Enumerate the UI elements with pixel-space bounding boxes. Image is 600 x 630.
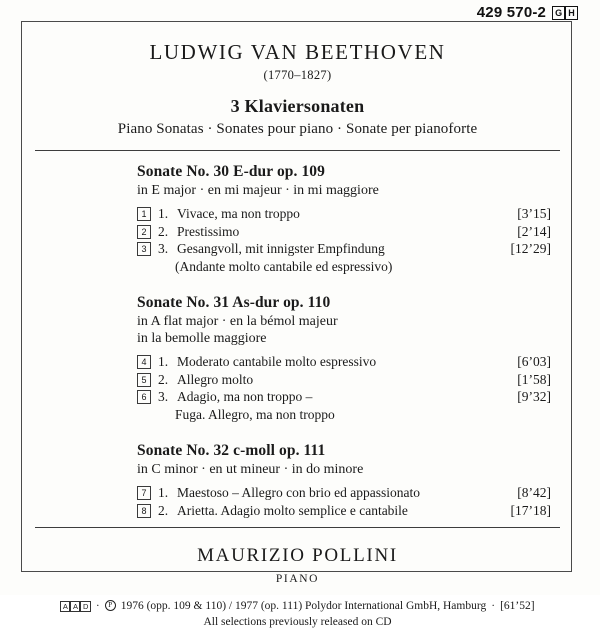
copyright-text: 1976 (opp. 109 & 110) / 1977 (op. 111) Polydor International GmbH, Hamburg xyxy=(120,600,487,612)
track-title: Adagio, ma non troppo – xyxy=(177,389,313,404)
track-index: 1. xyxy=(158,485,169,500)
aad-badge-a2: A xyxy=(70,601,80,612)
track-number-box: 7 xyxy=(137,486,151,500)
aad-badge-d: D xyxy=(80,601,90,612)
work-heading: Sonate No. 30 E-dur op. 109 xyxy=(137,163,326,180)
track-title: Prestissimo xyxy=(177,223,240,239)
track-duration: [9’32] xyxy=(517,389,551,404)
track-subtitle: (Andante molto cantabile ed espressivo) xyxy=(175,258,393,274)
track-list xyxy=(137,353,551,423)
track-title: Vivace, ma non troppo xyxy=(177,206,300,221)
composer-name: LUDWIG VAN BEETHOVEN xyxy=(149,40,446,64)
content-frame xyxy=(21,21,572,628)
track-number-box: 1 xyxy=(137,207,151,221)
track-duration: [17’18] xyxy=(510,502,551,518)
track-list xyxy=(137,484,551,519)
divider-top xyxy=(35,150,560,151)
table-row xyxy=(137,371,551,389)
aad-badge-a1: A xyxy=(60,601,70,612)
album-subtitle: Piano Sonatas · Sonates pour piano · Sonate per pianoforte xyxy=(117,121,478,137)
track-duration: [1’58] xyxy=(517,371,551,387)
divider-bottom xyxy=(35,527,560,528)
indent-spacer xyxy=(137,258,175,276)
credits-block xyxy=(22,599,573,630)
track-index: 2. xyxy=(158,371,169,387)
track-title: Gesangvoll, mit innigster Empfindung xyxy=(177,241,385,256)
track-index: 3. xyxy=(158,389,169,404)
work-key-line: in E major · en mi majeur · in mi maggiore xyxy=(137,183,379,198)
performer-name: MAURIZIO POLLINI xyxy=(197,545,398,566)
catalog-number: 429 570-2 xyxy=(476,4,547,21)
label-badge-h: H xyxy=(565,6,578,20)
phonogram-icon: P xyxy=(105,600,116,611)
track-subtitle-row xyxy=(137,258,551,276)
track-number-box: 3 xyxy=(137,242,151,256)
table-row xyxy=(137,205,551,223)
track-index: 3. xyxy=(158,241,169,256)
track-title: Maestoso – Allegro con brio ed appassionato xyxy=(177,485,420,500)
work-list xyxy=(22,163,573,519)
work-block xyxy=(137,294,551,423)
label-badge-g: G xyxy=(552,6,565,20)
track-duration: [6’03] xyxy=(517,354,551,369)
track-number-box: 6 xyxy=(137,390,151,404)
track-title: Arietta. Adagio molto semplice e cantabile xyxy=(177,502,408,518)
track-number-box: 5 xyxy=(137,373,151,387)
track-index: 1. xyxy=(158,354,169,369)
credits-line-primary xyxy=(22,599,573,614)
album-title: 3 Klaviersonaten xyxy=(230,96,365,116)
track-subtitle: Fuga. Allegro, ma non troppo xyxy=(175,406,335,422)
track-index: 2. xyxy=(158,223,169,239)
work-keys xyxy=(137,182,551,199)
work-keys xyxy=(137,461,551,478)
catalog-strip xyxy=(477,4,578,21)
track-number-box: 2 xyxy=(137,225,151,239)
track-index: 2. xyxy=(158,502,169,518)
table-row xyxy=(137,388,551,406)
track-list xyxy=(137,205,551,275)
composer-dates: (1770–1827) xyxy=(263,68,332,82)
track-subtitle-row xyxy=(137,406,551,424)
table-row xyxy=(137,223,551,241)
work-key-line: in la bemolle maggiore xyxy=(137,331,267,346)
work-key-line: in A flat major · en la bémol majeur xyxy=(137,314,338,329)
table-row xyxy=(137,240,551,258)
track-duration: [12’29] xyxy=(510,241,551,256)
table-row xyxy=(137,353,551,371)
work-key-line: in C minor · en ut mineur · in do minore xyxy=(137,462,364,477)
track-duration: [3’15] xyxy=(517,206,551,221)
indent-spacer xyxy=(137,406,175,424)
work-heading: Sonate No. 31 As-dur op. 110 xyxy=(137,294,331,311)
label-badge xyxy=(552,6,578,20)
work-block xyxy=(137,442,551,519)
track-duration: [2’14] xyxy=(517,223,551,239)
content-inner xyxy=(22,22,573,628)
total-duration: [61’52] xyxy=(500,600,535,612)
track-index: 1. xyxy=(158,206,169,221)
track-title: Allegro molto xyxy=(177,371,254,387)
separator-dot: · xyxy=(491,600,496,612)
performer-instrument: PIANO xyxy=(275,573,320,585)
credits-note: All selections previously released on CD xyxy=(203,616,392,628)
table-row xyxy=(137,502,551,520)
aad-badge xyxy=(60,601,90,612)
work-heading: Sonate No. 32 c-moll op. 111 xyxy=(137,442,326,459)
table-row xyxy=(137,484,551,502)
track-title: Moderato cantabile molto espressivo xyxy=(177,354,377,369)
track-duration: [8’42] xyxy=(517,485,551,500)
separator-dot: · xyxy=(95,600,100,612)
track-number-box: 8 xyxy=(137,504,151,518)
work-keys xyxy=(137,313,551,347)
track-number-box: 4 xyxy=(137,355,151,369)
work-block xyxy=(137,163,551,275)
